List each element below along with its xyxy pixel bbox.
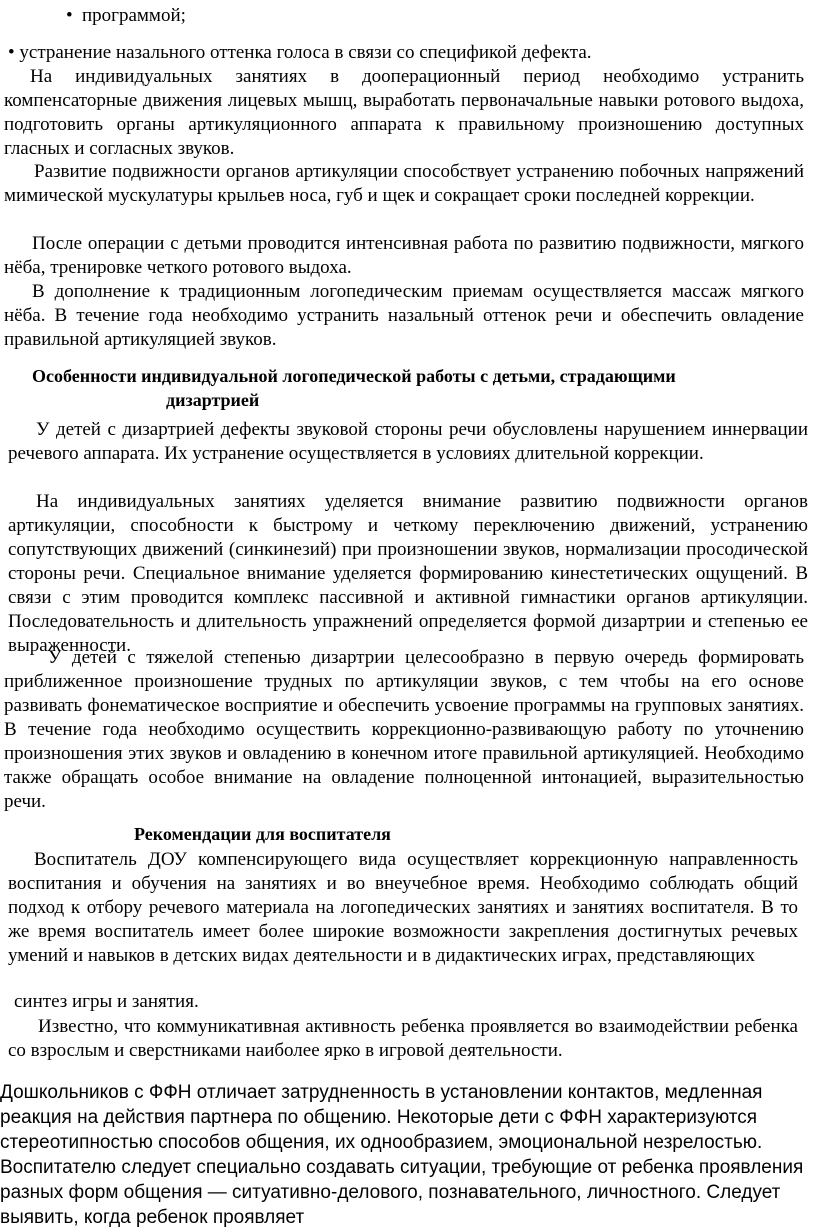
bullet-icon: • [66,5,73,26]
section-heading-dysarthria [32,364,792,412]
paragraph-educator-role-tail: синтез игры и занятия. [14,991,199,1012]
section-heading-educator: Рекомендации для воспитателя [134,824,391,844]
paragraph-individual-lessons: На индивидуальных занятиях уделяется внимание развитию подвижности органов артикуляции, способности к быстрому и четкому переключению движений, устранению сопутствующих движений (синкинезий) при произношении звуков, нормализации просодической стороны речи. Специальное внимание уделяется формированию кинестетических ощущений. В связи с этим проводится комплекс пассивной и активной гимнастики органов артикуляции. Последовательность и длительность упражнений определяется формой дизартрии и степенью ее выраженности. [8,491,808,656]
heading-line-2: дизартрией [166,390,260,410]
paragraph-severe-dysarthria: У детей с тяжелой степенью дизартрии целесообразно в первую очередь формировать приближенное произношение трудных по артикуляции звуков, с тем чтобы на его основе развивать фонематическое восприятие и обеспечить усвоение программы на групповых занятиях. В течение года необходимо осуществить коррекционно-развивающую работу по уточнению произношения этих звуков и овладению в конечном итоге правильной артикуляцией. Необходимо также обращать особое внимание на овладение полноценной интонацией, выразительностью речи. [4,647,804,812]
paragraph-massage: В дополнение к традиционным логопедическим приемам осуществляется массаж мягкого нёба. В течение года необходимо устранить назальный оттенок речи и обеспечить овладение правильной артикуляцией звуков. [4,281,804,350]
paragraph-communicative-activity: Известно, что коммуникативная активность ребенка проявляется во взаимодействии ребенка со взрослым и сверстниками наиболее ярко в игровой деятельности. [8,1016,798,1061]
paragraph-after-surgery: После операции с детьми проводится интенсивная работа по развитию подвижности, мягкого нёба, тренировке четкого ротового выдоха. [4,233,804,278]
bullet-item-nasal: • устранение назального оттенка голоса в связи со спецификой дефекта. [8,42,592,63]
paragraph-ffn-children: Дошкольников с ФФН отличает затрудненность в установлении контактов, медленная реакция на действия партнера по общению. Некоторые дети с ФФН характеризуются стереотипностью способов общения, их однообразием, эмоциональной незрелостью. Воспитателю следует специально создавать ситуации, требующие от ребенка проявления разных форм общения — ситуативно-делового, познавательного, личностного. Следует выявить, когда ребенок проявляет [0,1082,804,1228]
paragraph-mobility: Развитие подвижности органов артикуляции способствует устранению побочных напряжений мимической мускулатуры крыльев носа, губ и щек и сокращает сроки последней коррекции. [4,161,804,206]
paragraph-educator-role: Воспитатель ДОУ компенсирующего вида осуществляет коррекционную направленность воспитания и обучения на занятиях и во внеучебное время. Необходимо соблюдать общий подход к отбору речевого материала на логопедических занятиях и занятиях воспитателя. В то же время воспитатель имеет более широкие возможности закрепления достигнутых речевых умений и навыков в детских видах деятельности и в дидактических играх, представляющих [8,849,798,966]
paragraph-dysarthria-defects: У детей с дизартрией дефекты звуковой стороны речи обусловлены нарушением иннервации речевого аппарата. Их устранение осуществляется в условиях длительной коррекции. [8,419,808,464]
paragraph-preoperative: На индивидуальных занятиях в дооперационный период необходимо устранить компенсаторные движения лицевых мышц, выработать первоначальные навыки ротового выдоха, подготовить органы артикуляционного аппарата к правильному произношению доступных гласных и согласных звуков. [4,66,804,159]
bullet-text: программой; [82,5,186,26]
heading-line-1: Особенности индивидуальной логопедической работы с детьми, страдающими [32,366,676,386]
bullet-item-programmoy [66,4,766,28]
